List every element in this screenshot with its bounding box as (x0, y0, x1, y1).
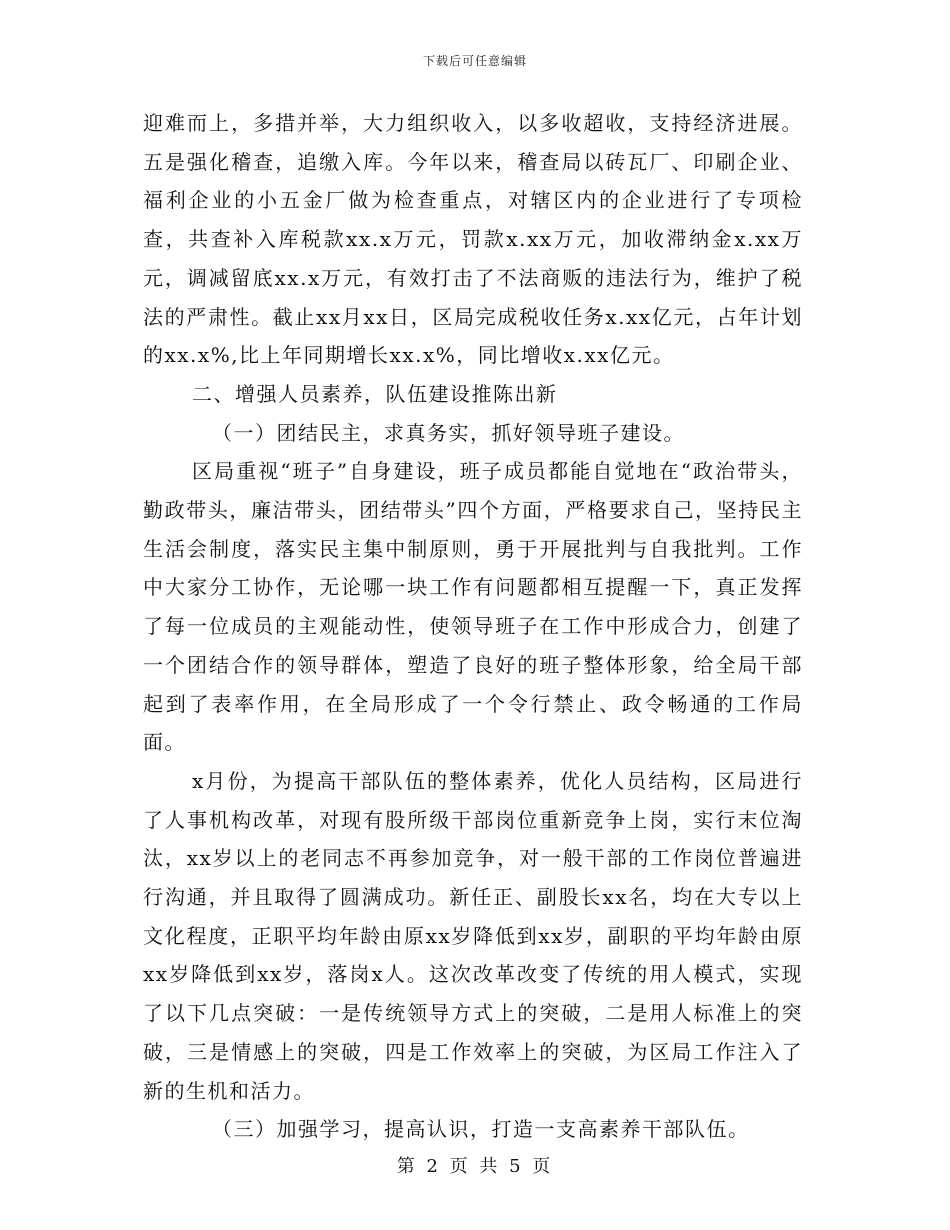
paragraph: x月份，为提高干部队伍的整体素养，优化人员结构，区局进行了人事机构改革，对现有股所级干部岗位重新竞争上岗，实行末位淘汰，xx岁以上的老同志不再参加竞争，对一般干部的工作岗位普遍进行沟通，并且取得了圆满成功。新任正、副股长xx名，均在大专以上文化程度，正职平均年龄由原xx岁降低到xx岁，副职的平均年龄由原xx岁降低到xx岁，落岗x人。这次改革改变了传统的用人模式，实现了以下几点突破：一是传统领导方式上的突破，二是用人标准上的突破，三是情感上的突破，四是工作效率上的突破，为区局工作注入了新的生机和活力。 (143, 768, 803, 1103)
subsection-heading: （一）团结民主，求真务实，抓好领导班子建设。 (212, 420, 685, 445)
paragraph: 区局重视“班子”自身建设，班子成员都能自觉地在“政治带头，勤政带头，廉洁带头，团结带头”四个方面，严格要求自己，坚持民主生活会制度，落实民主集中制原则，勇于开展批判与自我批判。工作中大家分工协作，无论哪一块工作有问题都相互提醒一下，真正发挥了每一位成员的主观能动性，使领导班子在工作中形成合力，创建了一个团结合作的领导群体，塑造了良好的班子整体形象，给全局干部起到了表率作用，在全局形成了一个令行禁止、政令畅通的工作局面。 (143, 459, 803, 755)
document-body (143, 104, 803, 1149)
page-header: 下载后可任意编辑 (422, 54, 527, 68)
subsection-heading: （三）加强学习，提高认识，打造一支高素养干部队伍。 (212, 1117, 750, 1142)
paragraph: 迎难而上，多措并举，大力组织收入，以多收超收，支持经济进展。五是强化稽查，追缴入库。今年以来，稽查局以砖瓦厂、印刷企业、福利企业的小五金厂做为检查重点，对辖区内的企业进行了专项检查，共查补入库税款xx.x万元，罚款x.xx万元，加收滞纳金x.xx万元，调减留底xx.x万元，有效打击了不法商贩的违法行为，维护了税法的严肃性。截止xx月xx日，区局完成税收任务x.xx亿元，占年计划的xx.x%,比上年同期增长xx.x%，同比增收x.xx亿元。 (143, 111, 803, 368)
section-heading: 二、增强人员素养，队伍建设推陈出新 (192, 381, 558, 406)
page-footer: 第 2 页 共 5 页 (396, 1156, 554, 1177)
